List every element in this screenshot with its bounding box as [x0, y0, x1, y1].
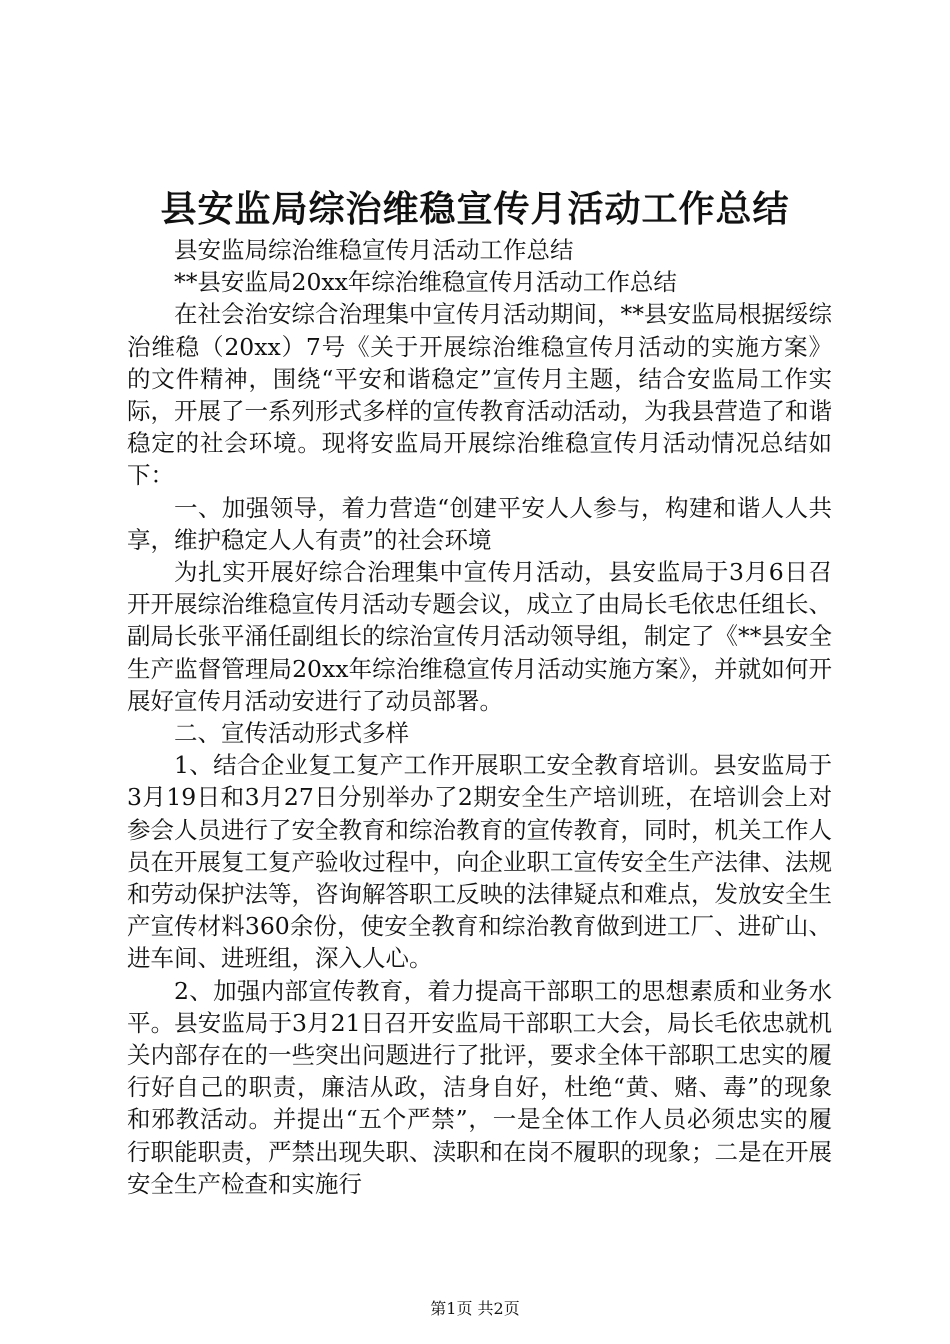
paragraph: 为扎实开展好综合治理集中宣传月活动，县安监局于3月6日召开开展综治维稳宣传月活动专题会议，成立了由局长毛依忠任组长、副局长张平涌任副组长的综治宣传月活动领导组，制定了《**县安全生产监督管理局20xx年综治维稳宣传月活动实施方案》，并就如何开展好宣传月活动安进行了动员部署。 — [127, 558, 832, 715]
paragraph: 在社会治安综合治理集中宣传月活动期间，**县安监局根据绥综治维稳（20xx）7号《关于开展综治维稳宣传月活动的实施方案》的文件精神，围绕“平安和谐稳定”宣传月主题，结合安监局工作实际，开展了一系列形式多样的宣传教育活动活动，为我县营造了和谐稳定的社会环境。现将安监局开展综治维稳宣传月活动情况总结如下： — [127, 300, 832, 490]
page-footer: 第1页 共2页 — [430, 1299, 520, 1318]
paragraph: 二、宣传活动形式多样 — [174, 719, 409, 748]
paragraph: 2、加强内部宣传教育，着力提高干部职工的思想素质和业务水平。县安监局于3月21日召开安监局干部职工大会，局长毛依忠就机关内部存在的一些突出问题进行了批评，要求全体干部职工忠实的履行好自己的职责，廉洁从政，洁身自好，杜绝“黄、赌、毒”的现象和邪教活动。并提出“五个严禁”，一是全体工作人员必须忠实的履行职能职责，严禁出现失职、渎职和在岗不履职的现象；二是在开展安全生产检查和实施行 — [127, 976, 832, 1198]
paragraph: 县安监局综治维稳宣传月活动工作总结 — [174, 236, 574, 264]
paragraph: 1、结合企业复工复产工作开展职工安全教育培训。县安监局于3月19日和3月27日分别举办了2期安全生产培训班，在培训会上对参会人员进行了安全教育和综治教育的宣传教育，同时，机关工作人员在开展复工复产验收过程中，向企业职工宣传安全生产法律、法规和劳动保护法等，咨询解答职工反映的法律疑点和难点，发放安全生产宣传材料360余份，使安全教育和综治教育做到进工厂、进矿山、进车间、进班组，深入人心。 — [127, 751, 832, 973]
paragraph: **县安监局20xx年综治维稳宣传月活动工作总结 — [174, 268, 677, 297]
document-body — [127, 234, 832, 1200]
paragraph: 一、加强领导，着力营造“创建平安人人参与，构建和谐人人共享，维护稳定人人有责”的社会环境 — [127, 493, 832, 554]
document-title: 县安监局综治维稳宣传月活动工作总结 — [160, 188, 790, 230]
